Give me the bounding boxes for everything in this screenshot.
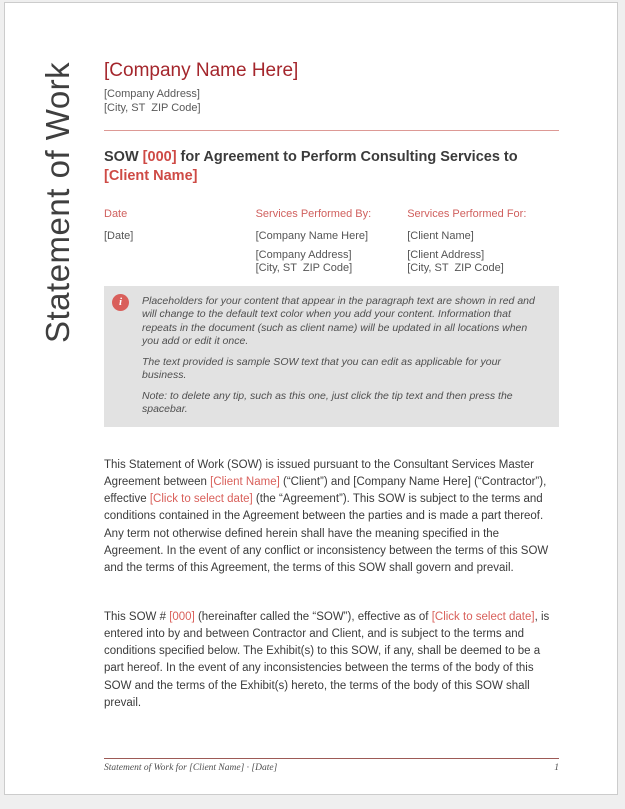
performed-for-address-placeholder[interactable]: [Client Address] (407, 248, 485, 261)
document-title (104, 148, 559, 186)
body-text: (the “Agreement”). This SOW is subject to the terms and conditions contained in the Agreement between the parties and is made a part thereof. Any term not otherwise defined herein shall have the meaning specified in the Agreement. In the event of any conflict or inconsistency between the terms of this SOW and the terms of this Agreement, the terms of this SOW shall govern and prevail. (104, 493, 549, 575)
sow-number-placeholder[interactable]: [000] (142, 149, 177, 165)
body-paragraph-2 (104, 609, 559, 713)
company-address-placeholder[interactable]: [Company Address] (104, 88, 200, 100)
body-text: (hereinafter called the “SOW”), effective as of (194, 610, 432, 623)
title-text: for Agreement to Perform Consulting Services to (176, 149, 518, 165)
performed-for-name-placeholder[interactable]: [Client Name] (407, 230, 474, 242)
performed-by-address-placeholder[interactable]: [Company Address] (255, 248, 352, 261)
footer-title: Statement of Work for [Client Name] · [Date] (104, 763, 278, 773)
tip-paragraph[interactable]: Note: to delete any tip, such as this one, just click the tip text and then press the spacebar. (142, 389, 513, 415)
sidebar-vertical-title: Statement of Work (39, 61, 76, 343)
date-placeholder[interactable]: [Date] (104, 230, 134, 242)
tip-paragraph[interactable]: The text provided is sample SOW text that you can edit as applicable for your business. (142, 355, 501, 381)
info-icon: i (112, 294, 129, 311)
document-page (4, 2, 618, 795)
date-column (104, 208, 256, 276)
date-label: Date (104, 208, 128, 220)
body-paragraph-1 (104, 457, 559, 578)
title-text: SOW (104, 149, 143, 165)
body-text: , is entered into by and between Contractor and Client, and is subject to the terms and conditions specified below. The Exhibit(s) to this SOW, if any, shall be deemed to be a part hereof. In the event of any inconsistencies between the terms of the body of this SOW and the terms of the Exhibit(s) hereto, the terms of the body of this SOW shall prevail. (104, 610, 550, 710)
performed-for-column (407, 208, 559, 276)
body-text: (“Client”) and [Company Name Here] (“Contractor”), effective (104, 475, 547, 506)
performed-for-label: Services Performed For: (407, 208, 527, 220)
performed-for-city-placeholder[interactable]: [City, ST ZIP Code] (407, 262, 504, 274)
company-name-placeholder[interactable]: [Company Name Here] (104, 60, 299, 81)
details-columns (104, 208, 559, 276)
performed-by-label: Services Performed By: (255, 208, 372, 220)
sow-number-placeholder[interactable]: [000] (169, 610, 195, 623)
performed-by-name-placeholder[interactable]: [Company Name Here] (255, 230, 369, 242)
select-date-placeholder[interactable]: [Click to select date] (431, 610, 535, 623)
performed-by-city-placeholder[interactable]: [City, ST ZIP Code] (255, 262, 353, 274)
performed-by-column (256, 208, 408, 276)
select-date-placeholder[interactable]: [Click to select date] (149, 493, 253, 506)
header-divider (104, 130, 559, 131)
client-name-placeholder[interactable]: [Client Name] (210, 475, 280, 488)
page-number: 1 (554, 763, 559, 773)
company-address-block (104, 88, 559, 115)
company-city-placeholder[interactable]: [City, ST ZIP Code] (104, 101, 201, 114)
document-content (104, 3, 559, 712)
tip-paragraph[interactable]: Placeholders for your content that appear in the paragraph text are shown in red and will change to the default text color when you add your content. Information that repeats in the document (such as client name) will be updated in all locations when you add or edit it once. (142, 294, 535, 347)
body-text: This SOW # (104, 610, 170, 623)
tip-box (104, 286, 559, 427)
page-footer (104, 758, 559, 773)
body-text: This Statement of Work (SOW) is issued pursuant to the Consultant Services Master Agreement between (104, 458, 534, 488)
client-name-placeholder[interactable]: [Client Name] (104, 168, 198, 184)
